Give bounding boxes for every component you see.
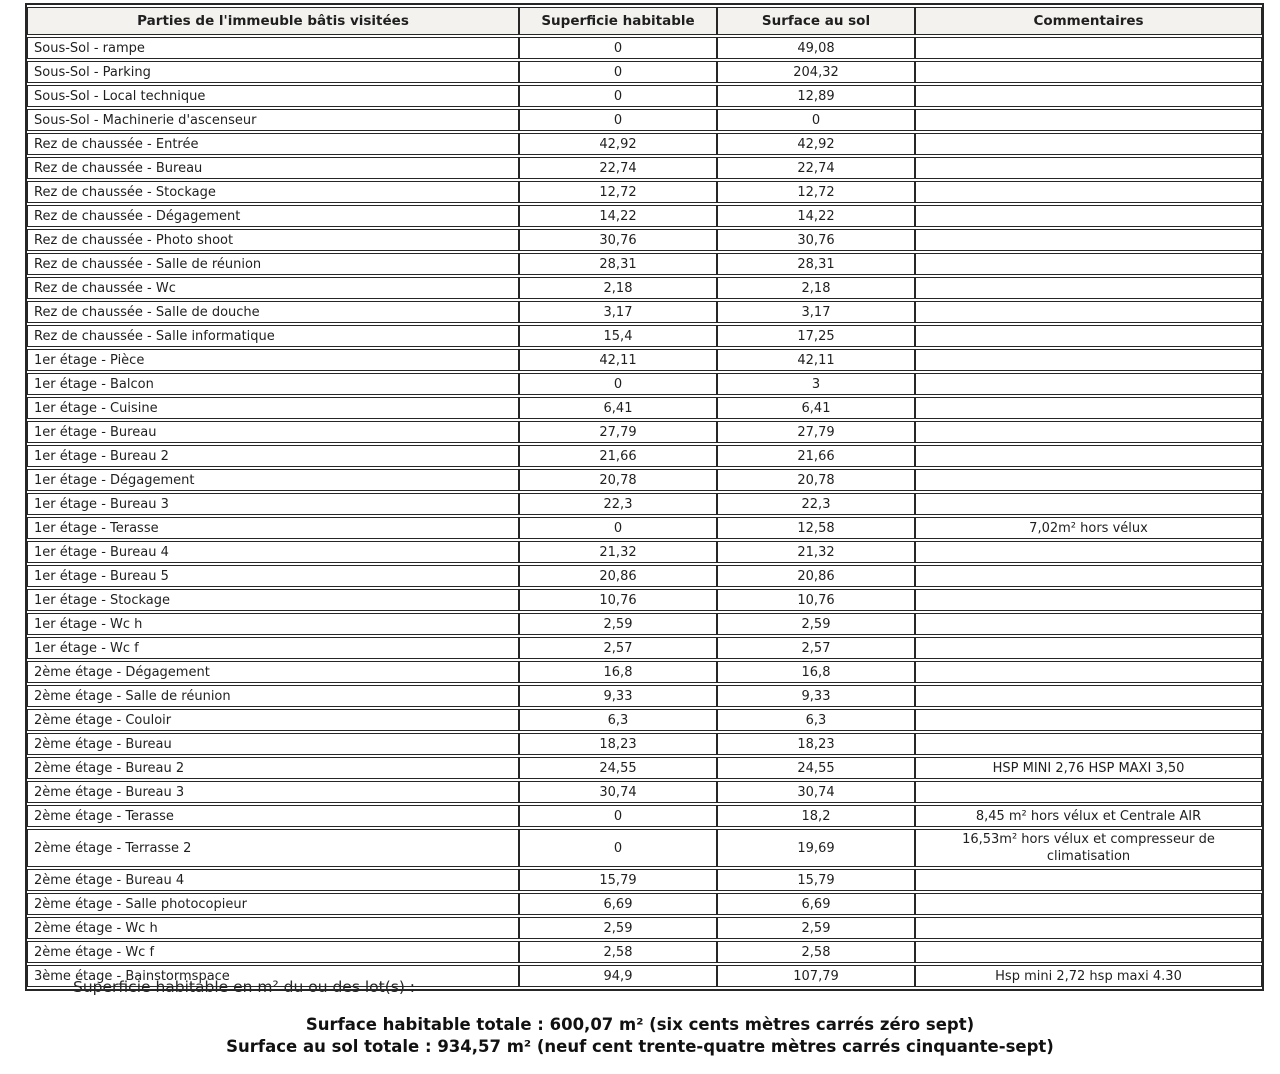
cell-commentaire xyxy=(915,277,1262,299)
cell-superficie-habitable: 24,55 xyxy=(519,757,717,779)
total-surface-sol: Surface au sol totale : 934,57 m² (neuf cent trente-quatre mètres carrés cinquante-sept) xyxy=(226,1037,1054,1056)
table-row xyxy=(27,733,1262,755)
cell-commentaire xyxy=(915,133,1262,155)
cell-superficie-habitable: 0 xyxy=(519,517,717,539)
cell-partie: Rez de chaussée - Photo shoot xyxy=(27,229,519,251)
cell-surface-au-sol: 28,31 xyxy=(717,253,915,275)
table-row xyxy=(27,253,1262,275)
cell-superficie-habitable: 6,3 xyxy=(519,709,717,731)
cell-superficie-habitable: 20,86 xyxy=(519,565,717,587)
cell-superficie-habitable: 2,59 xyxy=(519,613,717,635)
cell-superficie-habitable: 15,4 xyxy=(519,325,717,347)
cell-superficie-habitable: 0 xyxy=(519,829,717,867)
cell-superficie-habitable: 0 xyxy=(519,37,717,59)
cell-commentaire xyxy=(915,37,1262,59)
cell-commentaire xyxy=(915,205,1262,227)
cell-surface-au-sol: 6,41 xyxy=(717,397,915,419)
cell-commentaire xyxy=(915,893,1262,915)
column-header-parties: Parties de l'immeuble bâtis visitées xyxy=(27,7,519,35)
cell-commentaire xyxy=(915,445,1262,467)
cell-surface-au-sol: 18,2 xyxy=(717,805,915,827)
cell-partie: 1er étage - Dégagement xyxy=(27,469,519,491)
table-row xyxy=(27,613,1262,635)
cell-commentaire xyxy=(915,397,1262,419)
cell-surface-au-sol: 3,17 xyxy=(717,301,915,323)
cell-partie: Sous-Sol - Parking xyxy=(27,61,519,83)
cell-partie: Rez de chaussée - Salle de réunion xyxy=(27,253,519,275)
cell-surface-au-sol: 17,25 xyxy=(717,325,915,347)
cell-commentaire xyxy=(915,61,1262,83)
table-row xyxy=(27,373,1262,395)
cell-surface-au-sol: 27,79 xyxy=(717,421,915,443)
cell-surface-au-sol: 12,58 xyxy=(717,517,915,539)
cell-surface-au-sol: 20,86 xyxy=(717,565,915,587)
table-row xyxy=(27,349,1262,371)
cell-partie: 2ème étage - Bureau 2 xyxy=(27,757,519,779)
table-row xyxy=(27,917,1262,939)
table-row xyxy=(27,541,1262,563)
cell-surface-au-sol: 6,3 xyxy=(717,709,915,731)
cell-commentaire: Hsp mini 2,72 hsp maxi 4.30 xyxy=(915,965,1262,987)
cell-superficie-habitable: 20,78 xyxy=(519,469,717,491)
cell-surface-au-sol: 107,79 xyxy=(717,965,915,987)
cell-partie: Rez de chaussée - Wc xyxy=(27,277,519,299)
column-header-surface-sol: Surface au sol xyxy=(717,7,915,35)
table-row xyxy=(27,301,1262,323)
cell-partie: 1er étage - Bureau 3 xyxy=(27,493,519,515)
lot-note: Superficie habitable en m² du ou des lot(s) : xyxy=(73,978,416,996)
table-row xyxy=(27,397,1262,419)
cell-surface-au-sol: 30,76 xyxy=(717,229,915,251)
column-header-superficie: Superficie habitable xyxy=(519,7,717,35)
cell-superficie-habitable: 16,8 xyxy=(519,661,717,683)
cell-partie: 1er étage - Pièce xyxy=(27,349,519,371)
cell-partie: 1er étage - Bureau xyxy=(27,421,519,443)
cell-commentaire: 16,53m² hors vélux et compresseur de climatisation xyxy=(915,829,1262,867)
table-row xyxy=(27,109,1262,131)
cell-partie: Rez de chaussée - Entrée xyxy=(27,133,519,155)
cell-commentaire xyxy=(915,109,1262,131)
cell-surface-au-sol: 2,59 xyxy=(717,613,915,635)
cell-partie: 1er étage - Wc f xyxy=(27,637,519,659)
cell-partie: 2ème étage - Wc f xyxy=(27,941,519,963)
column-header-commentaires: Commentaires xyxy=(915,7,1262,35)
cell-superficie-habitable: 2,57 xyxy=(519,637,717,659)
cell-partie: 1er étage - Terasse xyxy=(27,517,519,539)
cell-surface-au-sol: 24,55 xyxy=(717,757,915,779)
table-row xyxy=(27,325,1262,347)
cell-superficie-habitable: 2,58 xyxy=(519,941,717,963)
totals-block xyxy=(0,1014,1280,1058)
cell-superficie-habitable: 21,66 xyxy=(519,445,717,467)
table-row xyxy=(27,565,1262,587)
cell-surface-au-sol: 18,23 xyxy=(717,733,915,755)
cell-superficie-habitable: 6,41 xyxy=(519,397,717,419)
cell-superficie-habitable: 27,79 xyxy=(519,421,717,443)
cell-surface-au-sol: 14,22 xyxy=(717,205,915,227)
cell-superficie-habitable: 6,69 xyxy=(519,893,717,915)
cell-superficie-habitable: 22,3 xyxy=(519,493,717,515)
table-row xyxy=(27,493,1262,515)
table-row xyxy=(27,637,1262,659)
cell-partie: 2ème étage - Salle de réunion xyxy=(27,685,519,707)
cell-partie: 2ème étage - Terrasse 2 xyxy=(27,829,519,867)
cell-partie: 1er étage - Bureau 5 xyxy=(27,565,519,587)
cell-partie: 1er étage - Cuisine xyxy=(27,397,519,419)
cell-superficie-habitable: 42,92 xyxy=(519,133,717,155)
cell-superficie-habitable: 10,76 xyxy=(519,589,717,611)
table-row xyxy=(27,229,1262,251)
cell-surface-au-sol: 19,69 xyxy=(717,829,915,867)
cell-surface-au-sol: 22,74 xyxy=(717,157,915,179)
cell-commentaire xyxy=(915,685,1262,707)
cell-commentaire xyxy=(915,941,1262,963)
cell-surface-au-sol: 9,33 xyxy=(717,685,915,707)
table-row xyxy=(27,781,1262,803)
table-row xyxy=(27,445,1262,467)
cell-partie: Sous-Sol - Local technique xyxy=(27,85,519,107)
cell-superficie-habitable: 2,59 xyxy=(519,917,717,939)
cell-commentaire xyxy=(915,589,1262,611)
table-row xyxy=(27,685,1262,707)
cell-partie: Rez de chaussée - Salle de douche xyxy=(27,301,519,323)
cell-surface-au-sol: 12,72 xyxy=(717,181,915,203)
cell-commentaire xyxy=(915,613,1262,635)
cell-commentaire xyxy=(915,565,1262,587)
table-header-row xyxy=(27,7,1262,35)
cell-commentaire: 8,45 m² hors vélux et Centrale AIR xyxy=(915,805,1262,827)
total-surface-habitable: Surface habitable totale : 600,07 m² (six cents mètres carrés zéro sept) xyxy=(305,1015,975,1034)
cell-commentaire xyxy=(915,181,1262,203)
cell-superficie-habitable: 21,32 xyxy=(519,541,717,563)
cell-surface-au-sol: 16,8 xyxy=(717,661,915,683)
cell-partie: 2ème étage - Dégagement xyxy=(27,661,519,683)
table-row xyxy=(27,61,1262,83)
table-row xyxy=(27,893,1262,915)
cell-commentaire xyxy=(915,637,1262,659)
table-row xyxy=(27,85,1262,107)
cell-partie: 3ème étage - Bainstormspace xyxy=(27,965,519,987)
cell-partie: 2ème étage - Couloir xyxy=(27,709,519,731)
cell-partie: 1er étage - Bureau 2 xyxy=(27,445,519,467)
cell-surface-au-sol: 21,32 xyxy=(717,541,915,563)
cell-commentaire xyxy=(915,157,1262,179)
cell-commentaire xyxy=(915,733,1262,755)
table-row xyxy=(27,757,1262,779)
table-row xyxy=(27,277,1262,299)
cell-surface-au-sol: 204,32 xyxy=(717,61,915,83)
cell-partie: 2ème étage - Bureau xyxy=(27,733,519,755)
table-row xyxy=(27,469,1262,491)
cell-commentaire xyxy=(915,469,1262,491)
cell-partie: Rez de chaussée - Bureau xyxy=(27,157,519,179)
table-row xyxy=(27,805,1262,827)
cell-superficie-habitable: 3,17 xyxy=(519,301,717,323)
cell-superficie-habitable: 18,23 xyxy=(519,733,717,755)
cell-commentaire xyxy=(915,661,1262,683)
table-row xyxy=(27,589,1262,611)
table-row xyxy=(27,941,1262,963)
table-row xyxy=(27,421,1262,443)
cell-commentaire xyxy=(915,253,1262,275)
cell-surface-au-sol: 10,76 xyxy=(717,589,915,611)
cell-superficie-habitable: 28,31 xyxy=(519,253,717,275)
cell-superficie-habitable: 0 xyxy=(519,109,717,131)
cell-partie: 2ème étage - Salle photocopieur xyxy=(27,893,519,915)
table-row xyxy=(27,517,1262,539)
cell-superficie-habitable: 30,74 xyxy=(519,781,717,803)
cell-partie: 1er étage - Bureau 4 xyxy=(27,541,519,563)
cell-surface-au-sol: 42,11 xyxy=(717,349,915,371)
cell-commentaire xyxy=(915,917,1262,939)
cell-commentaire xyxy=(915,85,1262,107)
cell-surface-au-sol: 42,92 xyxy=(717,133,915,155)
cell-superficie-habitable: 30,76 xyxy=(519,229,717,251)
cell-superficie-habitable: 22,74 xyxy=(519,157,717,179)
cell-commentaire xyxy=(915,869,1262,891)
cell-commentaire: 7,02m² hors vélux xyxy=(915,517,1262,539)
cell-superficie-habitable: 12,72 xyxy=(519,181,717,203)
cell-commentaire xyxy=(915,349,1262,371)
cell-surface-au-sol: 2,18 xyxy=(717,277,915,299)
cell-commentaire xyxy=(915,325,1262,347)
cell-superficie-habitable: 0 xyxy=(519,805,717,827)
cell-superficie-habitable: 14,22 xyxy=(519,205,717,227)
table-row xyxy=(27,157,1262,179)
cell-surface-au-sol: 20,78 xyxy=(717,469,915,491)
cell-surface-au-sol: 2,58 xyxy=(717,941,915,963)
table-row xyxy=(27,661,1262,683)
cell-surface-au-sol: 30,74 xyxy=(717,781,915,803)
cell-surface-au-sol: 15,79 xyxy=(717,869,915,891)
cell-partie: Sous-Sol - Machinerie d'ascenseur xyxy=(27,109,519,131)
cell-superficie-habitable: 94,9 xyxy=(519,965,717,987)
table-row xyxy=(27,829,1262,867)
table-row xyxy=(27,869,1262,891)
cell-partie: 1er étage - Wc h xyxy=(27,613,519,635)
cell-commentaire xyxy=(915,709,1262,731)
cell-surface-au-sol: 3 xyxy=(717,373,915,395)
cell-surface-au-sol: 21,66 xyxy=(717,445,915,467)
cell-partie: 1er étage - Stockage xyxy=(27,589,519,611)
cell-partie: 2ème étage - Terasse xyxy=(27,805,519,827)
cell-partie: 2ème étage - Bureau 4 xyxy=(27,869,519,891)
cell-surface-au-sol: 49,08 xyxy=(717,37,915,59)
cell-superficie-habitable: 0 xyxy=(519,61,717,83)
cell-partie: 2ème étage - Wc h xyxy=(27,917,519,939)
cell-commentaire xyxy=(915,229,1262,251)
cell-partie: 1er étage - Balcon xyxy=(27,373,519,395)
cell-superficie-habitable: 42,11 xyxy=(519,349,717,371)
table-row xyxy=(27,205,1262,227)
surface-table xyxy=(25,3,1264,991)
cell-surface-au-sol: 2,57 xyxy=(717,637,915,659)
cell-superficie-habitable: 15,79 xyxy=(519,869,717,891)
cell-superficie-habitable: 0 xyxy=(519,85,717,107)
cell-surface-au-sol: 0 xyxy=(717,109,915,131)
cell-commentaire xyxy=(915,301,1262,323)
cell-partie: Rez de chaussée - Stockage xyxy=(27,181,519,203)
cell-partie: Rez de chaussée - Salle informatique xyxy=(27,325,519,347)
cell-surface-au-sol: 12,89 xyxy=(717,85,915,107)
table-row xyxy=(27,181,1262,203)
cell-commentaire xyxy=(915,421,1262,443)
cell-commentaire xyxy=(915,373,1262,395)
table-row xyxy=(27,37,1262,59)
cell-commentaire xyxy=(915,493,1262,515)
cell-partie: 2ème étage - Bureau 3 xyxy=(27,781,519,803)
table-row xyxy=(27,133,1262,155)
cell-commentaire: HSP MINI 2,76 HSP MAXI 3,50 xyxy=(915,757,1262,779)
cell-superficie-habitable: 2,18 xyxy=(519,277,717,299)
cell-superficie-habitable: 9,33 xyxy=(519,685,717,707)
table-row xyxy=(27,709,1262,731)
cell-surface-au-sol: 2,59 xyxy=(717,917,915,939)
cell-commentaire xyxy=(915,781,1262,803)
cell-surface-au-sol: 6,69 xyxy=(717,893,915,915)
cell-superficie-habitable: 0 xyxy=(519,373,717,395)
cell-surface-au-sol: 22,3 xyxy=(717,493,915,515)
cell-commentaire xyxy=(915,541,1262,563)
table-body xyxy=(27,37,1262,987)
cell-partie: Sous-Sol - rampe xyxy=(27,37,519,59)
cell-partie: Rez de chaussée - Dégagement xyxy=(27,205,519,227)
